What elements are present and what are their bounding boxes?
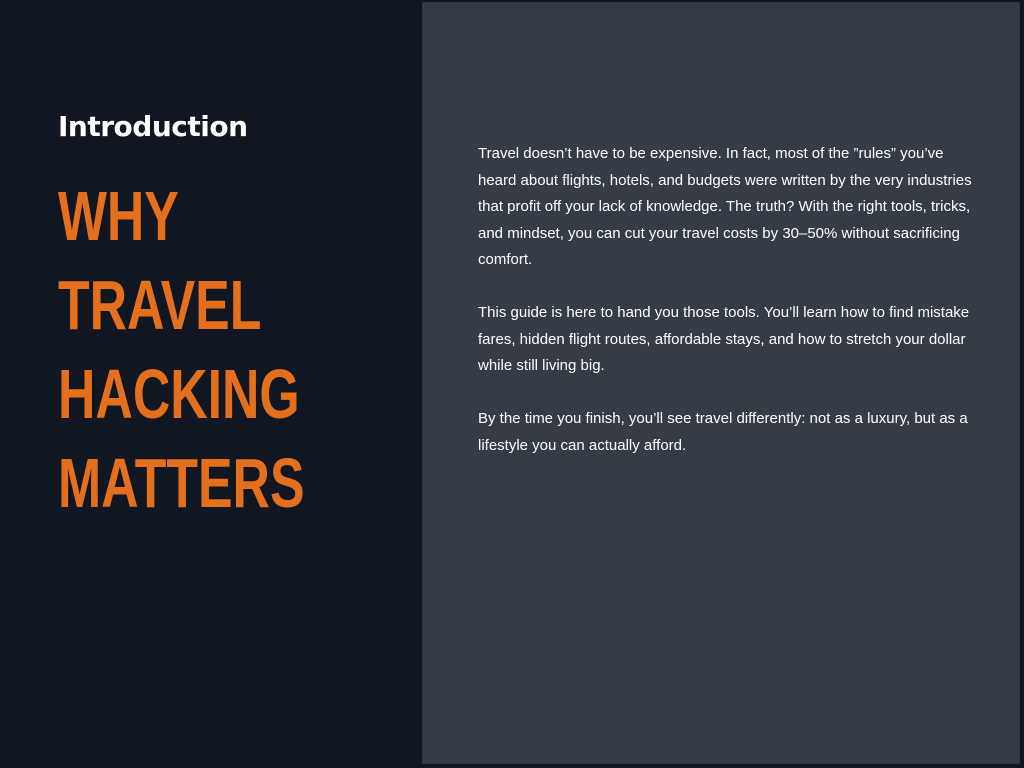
paragraph-1: Travel doesn’t have to be expensive. In fact, most of the ”rules” you’ve heard about flights, hotels, and budgets were written by the very industries that profit off your lack of knowledge. The truth? With the right tools, tricks, and mindset, you can cut your travel costs by 30–50% without sacrificing comfort.	[478, 145, 972, 268]
section-kicker: Introduction	[58, 110, 248, 143]
right-panel	[422, 2, 1020, 764]
headline-line-2: TRAVEL	[58, 266, 262, 344]
body-text	[478, 141, 978, 486]
left-panel	[0, 0, 418, 768]
paragraph-2: This guide is here to hand you those tools. You’ll learn how to find mistake fares, hidden flight routes, affordable stays, and how to stretch your dollar while still living big.	[478, 304, 970, 374]
headline-line-4: MATTERS	[58, 444, 305, 522]
headline-line-1: WHY	[58, 177, 179, 255]
headline-line-3: HACKING	[58, 355, 300, 433]
headline	[58, 172, 388, 528]
paragraph-3: By the time you finish, you’ll see travel differently: not as a luxury, but as a lifestyle you can actually afford.	[478, 410, 968, 454]
